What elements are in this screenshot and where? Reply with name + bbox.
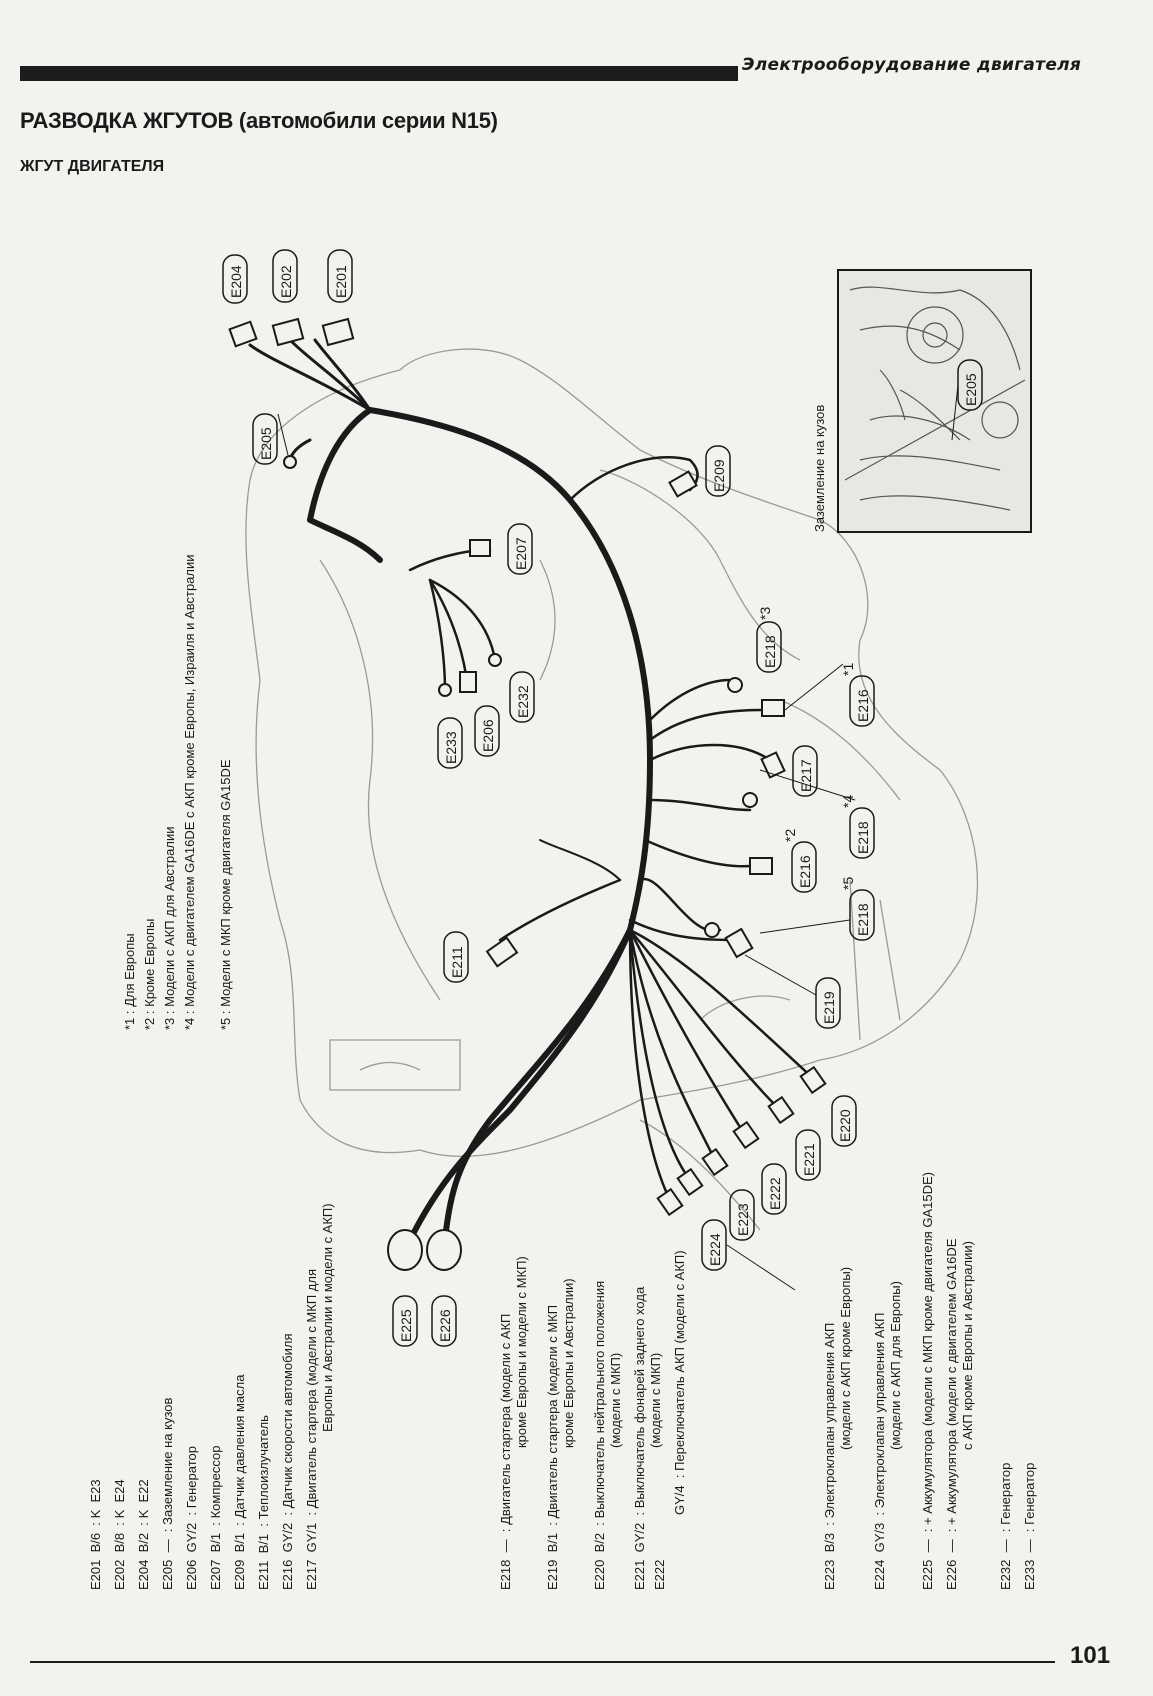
legend-code: E221 — [632, 1559, 647, 1590]
legend-desc: Переключатель АКП (модели с АКП) — [672, 1250, 687, 1471]
inset-photo — [838, 270, 1031, 532]
legend-row-e223 — [822, 1323, 837, 1590]
legend-ref: E22 — [136, 1479, 151, 1503]
legend-code: E201 — [88, 1559, 103, 1590]
legend-spec: — — [498, 1539, 513, 1553]
legend-row-e226-cont: с АКП кроме Европы и Австралии) — [960, 1241, 975, 1450]
legend-spec: GY/2 — [184, 1522, 199, 1553]
legend-code: E202 — [112, 1559, 127, 1590]
legend-row-e222 — [652, 1560, 667, 1590]
legend-spec: — — [1022, 1539, 1037, 1553]
legend-code: E206 — [184, 1559, 199, 1590]
note-4: *4 : Модели с двигателем GA16DE с АКП кроме Европы, Израиля и Австралии — [182, 554, 197, 1030]
legend-desc: Электроклапан управления АКП — [872, 1312, 887, 1509]
legend-row-e216 — [280, 1334, 295, 1591]
connector-label-e206: E206 — [480, 719, 496, 752]
note-1: *1 : Для Европы — [122, 933, 137, 1030]
legend-sep: : — [944, 1528, 959, 1533]
legend-row-e219-cont: кроме Европы и Австралии) — [561, 1278, 576, 1448]
legend-spec: B/1 — [545, 1532, 560, 1553]
legend-ref: E23 — [88, 1479, 103, 1503]
legend-row-e204 — [136, 1479, 151, 1590]
legend-spec: B/2 — [136, 1532, 151, 1553]
legend-code: E207 — [208, 1559, 223, 1590]
legend-code: E219 — [545, 1559, 560, 1590]
legend-row-e224 — [872, 1312, 887, 1590]
connector-label-e202: E202 — [278, 265, 294, 298]
main-trunk — [370, 410, 650, 930]
legend-row-e201 — [88, 1479, 103, 1590]
legend-desc: Генератор — [1022, 1462, 1037, 1525]
connector-label-e218-5: E218 — [855, 903, 871, 936]
legend-row-e205 — [160, 1398, 175, 1590]
legend-sep: : — [1022, 1528, 1037, 1533]
legend-desc: K — [88, 1509, 103, 1519]
legend-desc: Заземление на кузов — [160, 1397, 175, 1525]
legend-sep: : — [280, 1511, 295, 1516]
legend-row-e202 — [112, 1479, 127, 1590]
connector-label-e224: E224 — [707, 1233, 723, 1266]
legend-sep: : — [592, 1522, 607, 1526]
legend-sep: : — [872, 1511, 887, 1516]
legend-desc: Двигатель стартера (модели с МКП для — [304, 1269, 319, 1509]
legend-sep: : — [498, 1528, 513, 1533]
legend-code: E223 — [822, 1559, 837, 1590]
connector-label-e222: E222 — [767, 1177, 783, 1210]
legend-code: E226 — [944, 1559, 959, 1590]
connector-label-e205: E205 — [258, 427, 274, 460]
legend-desc: Генератор — [998, 1462, 1013, 1525]
legend-spec: B/1 — [256, 1533, 271, 1554]
connector-label-e209: E209 — [711, 459, 727, 492]
legend-sep: : — [822, 1522, 837, 1526]
legend-row-e219 — [545, 1305, 560, 1590]
legend-spec: GY/4 — [672, 1485, 687, 1515]
connector-label-e226: E226 — [437, 1309, 453, 1342]
connector-label-e211: E211 — [449, 946, 465, 978]
legend-row-e217 — [304, 1269, 319, 1590]
legend-desc: + Аккумулятора (модели с двигателем GA16DE — [944, 1238, 959, 1525]
legend-spec: GY/2 — [280, 1522, 295, 1553]
legend-row-e206 — [184, 1446, 199, 1590]
connector-label-e216-2: E216 — [797, 855, 813, 888]
legend-spec: B/6 — [88, 1532, 103, 1553]
connector-label-e233: E233 — [443, 731, 459, 764]
legend-desc: Выключатель нейтрального положения — [592, 1280, 607, 1519]
legend-spec: B/2 — [592, 1532, 607, 1553]
legend-spec: — — [160, 1539, 175, 1553]
legend-code: E225 — [920, 1559, 935, 1590]
legend-ref: E24 — [112, 1479, 127, 1503]
legend-spec: B/1 — [232, 1532, 247, 1553]
legend-row-e217-cont: Европы и Австралии и модели с АКП) — [320, 1203, 335, 1432]
connector-label-e225: E225 — [398, 1309, 414, 1342]
legend-row-e211 — [256, 1415, 271, 1590]
legend-spec: B/1 — [208, 1532, 223, 1553]
legend-code: E218 — [498, 1559, 513, 1590]
connector-label-e201: E201 — [333, 265, 349, 298]
legend-spec: B/3 — [822, 1532, 837, 1553]
footer-rule — [30, 1661, 1055, 1663]
legend-sep: : — [112, 1522, 127, 1526]
legend-sep: : — [88, 1522, 103, 1526]
legend-spec: B/8 — [112, 1532, 127, 1553]
page-number: 101 — [1070, 1642, 1111, 1669]
legend-code: E224 — [872, 1559, 887, 1590]
legend-code: E216 — [280, 1559, 295, 1590]
legend-row-e209 — [232, 1375, 247, 1590]
connector-label-e217: E217 — [798, 759, 814, 792]
mark-4: *4 — [840, 794, 856, 808]
legend-row-e232 — [998, 1463, 1013, 1590]
legend-code: E209 — [232, 1559, 247, 1590]
legend-row-gy4 — [672, 1250, 687, 1515]
legend-spec: GY/3 — [872, 1522, 887, 1553]
legend-sep: : — [256, 1522, 271, 1527]
section-title: ЖГУТ ДВИГАТЕЛЯ — [20, 158, 165, 175]
legend-desc: Датчик давления масла — [232, 1374, 247, 1519]
legend-code: E233 — [1022, 1559, 1037, 1590]
legend-code: E220 — [592, 1559, 607, 1590]
legend-sep: : — [632, 1511, 647, 1516]
page-title-sub: (автомобили серии N15) — [238, 108, 498, 133]
connector-label-e221: E221 — [801, 1143, 817, 1176]
page-title-main: РАЗВОДКА ЖГУТОВ — [20, 108, 234, 133]
inset-caption: Заземление на кузов — [812, 404, 827, 532]
legend-spec: — — [944, 1539, 959, 1553]
legend-row-e233 — [1022, 1463, 1037, 1590]
legend-code: E232 — [998, 1559, 1013, 1590]
note-5: *5 : Модели с МКП кроме двигателя GA15DE — [218, 759, 233, 1030]
legend-sep: : — [304, 1511, 319, 1516]
mark-2: *2 — [782, 828, 798, 842]
mark-3: *3 — [757, 606, 773, 620]
legend-spec: GY/1 — [304, 1522, 319, 1553]
legend-row-e207 — [208, 1446, 223, 1590]
mark-5: *5 — [840, 876, 856, 890]
legend-sep: : — [208, 1522, 223, 1526]
legend-desc: Компрессор — [208, 1445, 223, 1519]
legend-spec: — — [920, 1539, 935, 1553]
connector-label-e220: E220 — [837, 1109, 853, 1142]
note-2: *2 : Кроме Европы — [142, 918, 157, 1030]
legend-desc: Датчик скорости автомобиля — [280, 1333, 295, 1509]
connector-label-e223: E223 — [735, 1203, 751, 1236]
legend-code: E222 — [652, 1559, 667, 1590]
legend-row-e221 — [632, 1287, 647, 1590]
legend-row-e220-cont: (модели с МКП) — [608, 1352, 623, 1448]
mark-1: *1 — [840, 662, 856, 676]
connector-label-e207: E207 — [513, 537, 529, 570]
legend-row-e221-cont: (модели с МКП) — [648, 1352, 663, 1448]
legend-desc: Выключатель фонарей заднего хода — [632, 1286, 647, 1509]
connector-label-e219: E219 — [821, 991, 837, 1024]
connector-label-e218-3: E218 — [762, 635, 778, 668]
legend-sep: : — [184, 1511, 199, 1516]
legend-row-e224-cont: (модели с АКП для Европы) — [888, 1281, 903, 1450]
legend-desc: Генератор — [184, 1446, 199, 1509]
legend-desc: K — [136, 1509, 151, 1519]
running-title: Электрооборудование двигателя — [742, 55, 1082, 75]
legend-desc: Двигатель стартера (модели с МКП — [545, 1304, 560, 1519]
legend-row-e225 — [920, 1172, 935, 1590]
legend-code: E211 — [256, 1560, 271, 1590]
legend-code: E204 — [136, 1559, 151, 1590]
connector-label-e218-4: E218 — [855, 821, 871, 854]
legend-row-e226 — [944, 1239, 959, 1590]
legend-desc: Двигатель стартера (модели с АКП — [498, 1313, 513, 1525]
legend-desc: Теплоизлучатель — [256, 1415, 271, 1520]
legend-desc: Электроклапан управления АКП — [822, 1322, 837, 1519]
legend-code: E217 — [304, 1559, 319, 1590]
inset-connector-label: E205 — [963, 373, 979, 406]
legend-sep: : — [672, 1474, 687, 1479]
legend-spec: — — [998, 1539, 1013, 1553]
legend-row-e220 — [592, 1281, 607, 1590]
legend-desc: K — [112, 1509, 127, 1519]
legend-sep: : — [232, 1522, 247, 1526]
legend-sep: : — [545, 1522, 560, 1526]
legend-sep: : — [136, 1522, 151, 1526]
legend-row-e223-cont: (модели с АКП кроме Европы) — [838, 1266, 853, 1450]
legend-sep: : — [920, 1528, 935, 1533]
connector-label-e216-1: E216 — [855, 689, 871, 722]
legend-sep: : — [998, 1528, 1013, 1533]
connector-label-e232: E232 — [515, 685, 531, 718]
legend-desc: + Аккумулятора (модели с МКП кроме двигателя GA15DE) — [920, 1172, 935, 1525]
note-3: *3 : Модели с АКП для Австралии — [162, 826, 177, 1030]
legend-code: E205 — [160, 1559, 175, 1590]
legend-row-e218 — [498, 1314, 513, 1590]
legend-spec: GY/2 — [632, 1522, 647, 1553]
legend-sep: : — [160, 1528, 175, 1533]
connector-label-e204: E204 — [228, 265, 244, 298]
legend-row-e218-cont: кроме Европы и модели с МКП) — [514, 1256, 529, 1448]
